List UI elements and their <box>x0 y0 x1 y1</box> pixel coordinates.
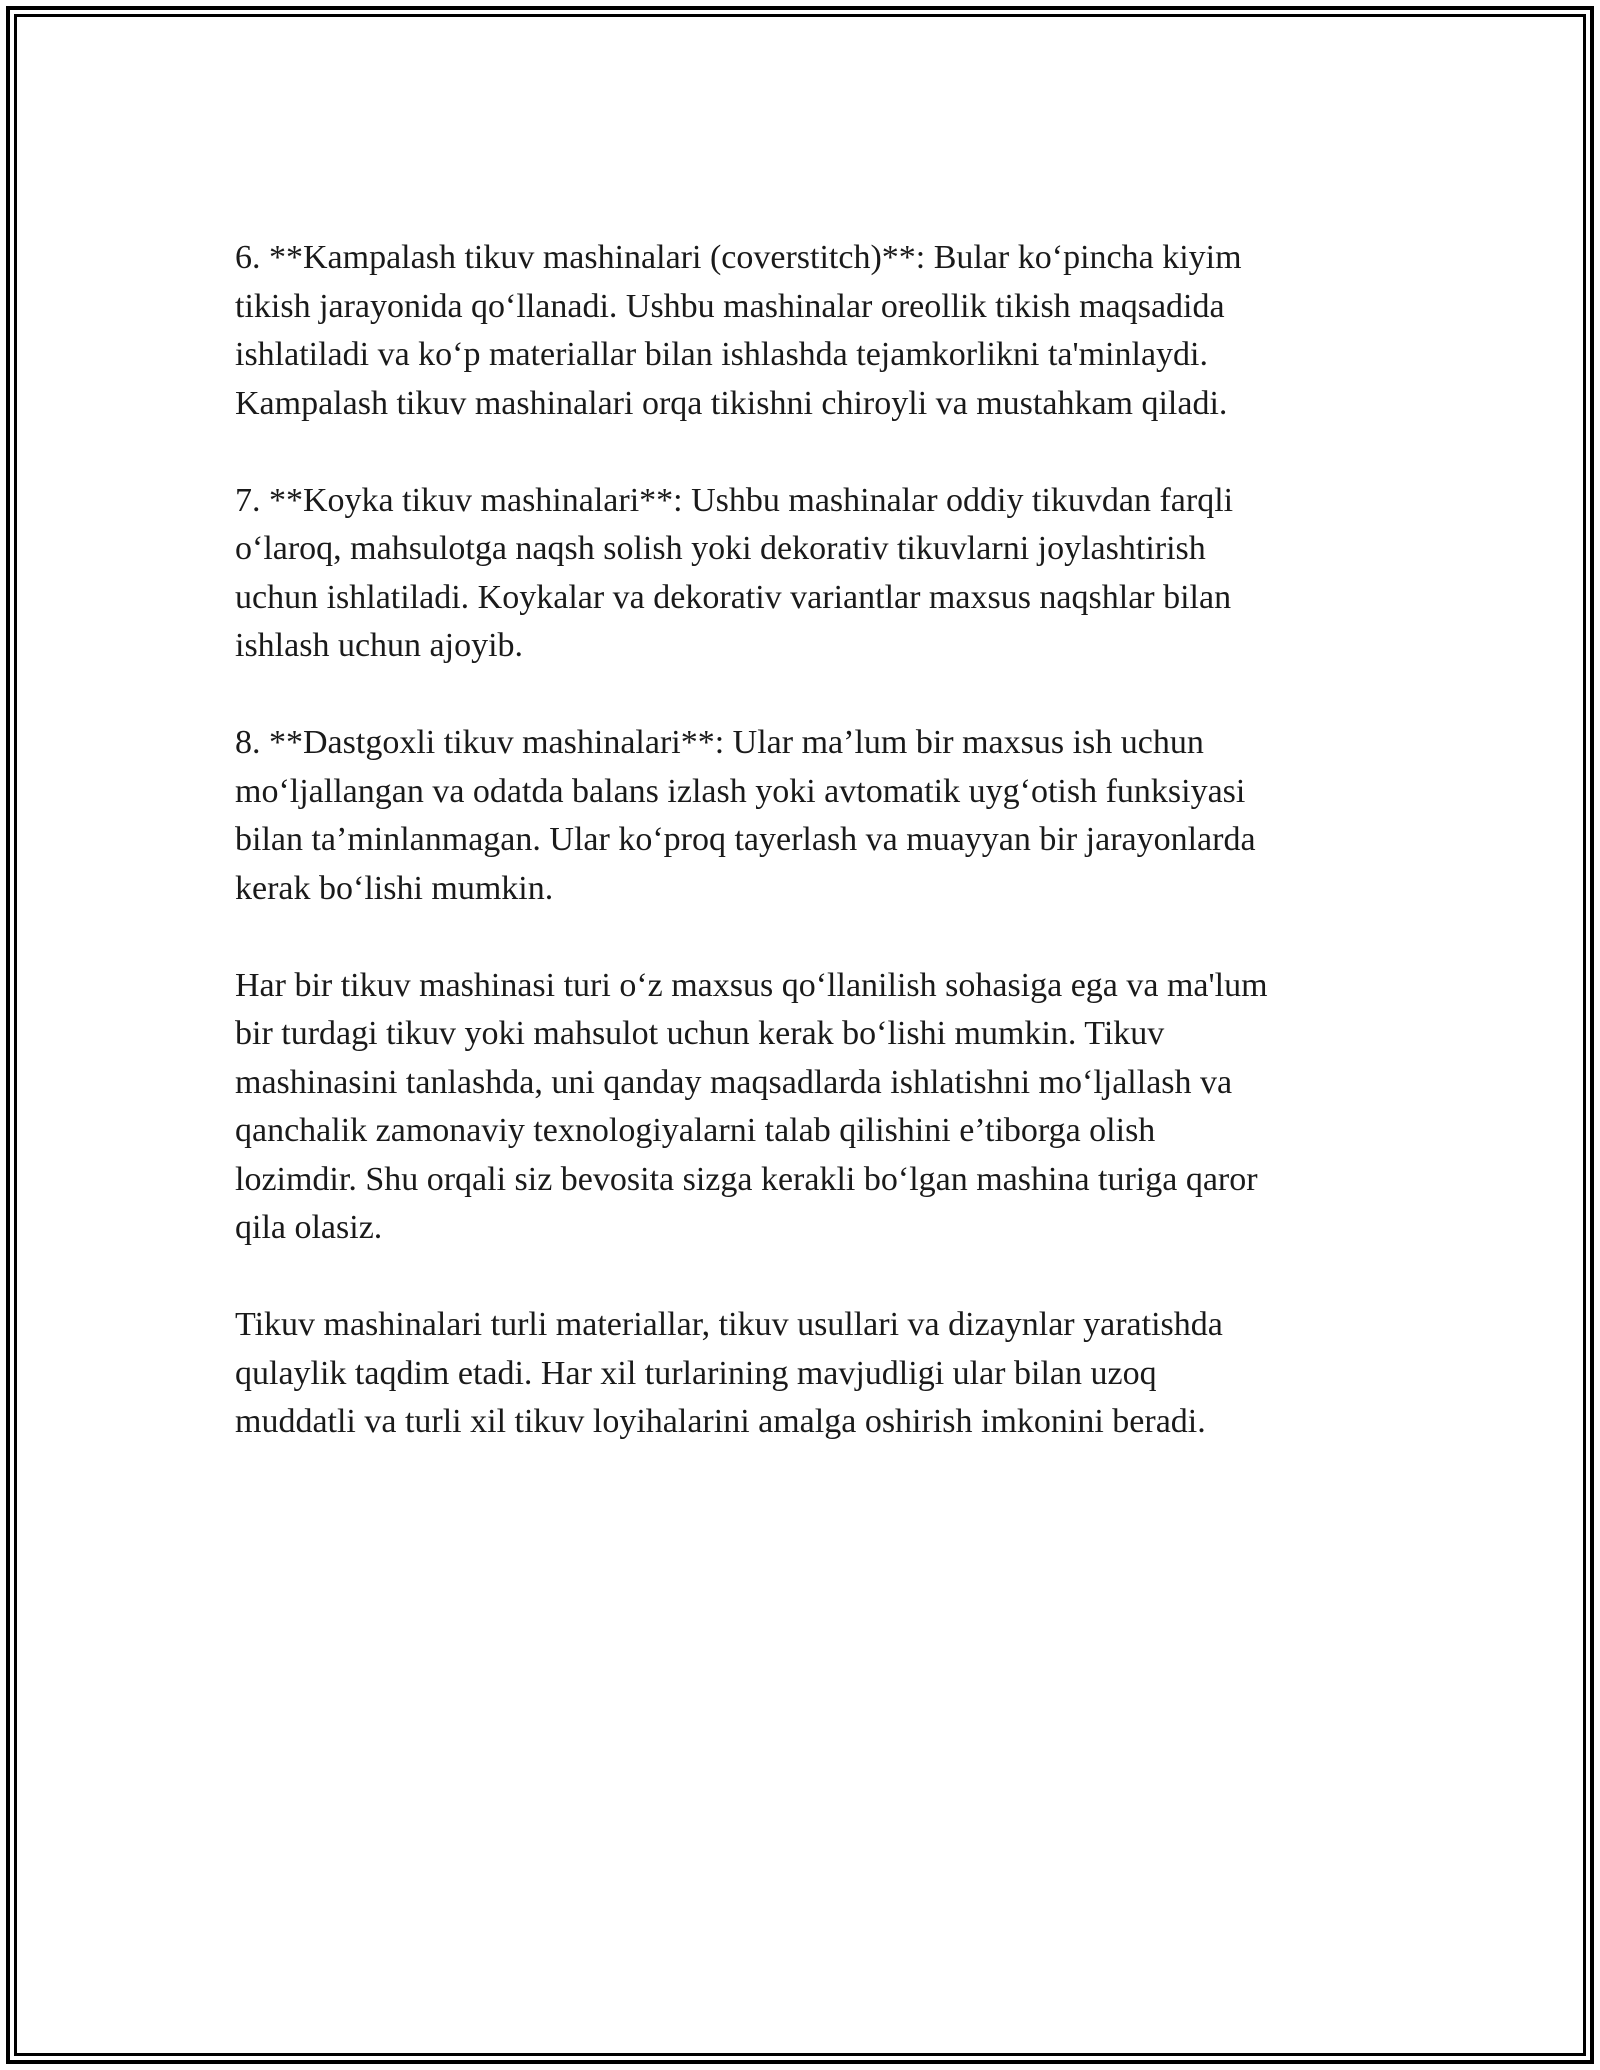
document-body <box>235 234 1365 1495</box>
paragraph-koyka-machines: 7. **Koyka tikuv mashinalari**: Ushbu mashinalar oddiy tikuvdan farqli o‘laroq, mahsulotga naqsh solish yoki dekorativ tikuvlarni joylashtirish uchun ishlatiladi. Koykalar va dekorativ variantlar maxsus naqshlar bilan ishlash uchun ajoyib. <box>235 481 1234 664</box>
paragraph-coverstitch-machines: 6. **Kampalash tikuv mashinalari (coverstitch)**: Bular ko‘pincha kiyim tikish jarayonida qo‘llanadi. Ushbu mashinalar oreollik tikish maqsadida ishlatiladi va ko‘p materiallar bilan ishlashda tejamkorlikni ta'minlaydi. Kampalash tikuv mashinalari orqa tikishni chiroyli va mustahkam qiladi. <box>235 239 1242 422</box>
paragraph-machine-selection: Har bir tikuv mashinasi turi o‘z maxsus qo‘llanilish sohasiga ega va ma'lum bir turdagi tikuv yoki mahsulot uchun kerak bo‘lishi mumkin. Tikuv mashinasini tanlashda, uni qanday maqsadlarda ishlatishni mo‘ljallash va qanchalik zamonaviy texnologiyalarni talab qilishini e’tiborga olish lozimdir. Shu orqali siz bevosita sizga kerakli bo‘lgan mashina turiga qaror qila olasiz. <box>235 966 1268 1246</box>
paragraph-dastgoxli-machines: 8. **Dastgoxli tikuv mashinalari**: Ular ma’lum bir maxsus ish uchun mo‘ljallangan va odatda balans izlash yoki avtomatik uyg‘otish funksiyasi bilan ta’minlanmagan. Ular ko‘proq tayerlash va muayyan bir jarayonlarda kerak bo‘lishi mumkin. <box>235 724 1256 907</box>
paragraph-conclusion: Tikuv mashinalari turli materiallar, tikuv usullari va dizaynlar yaratishda qulaylik taqdim etadi. Har xil turlarining mavjudligi ular bilan uzoq muddatli va turli xil tikuv loyihalarini amalga oshirish imkonini beradi. <box>235 1306 1223 1440</box>
